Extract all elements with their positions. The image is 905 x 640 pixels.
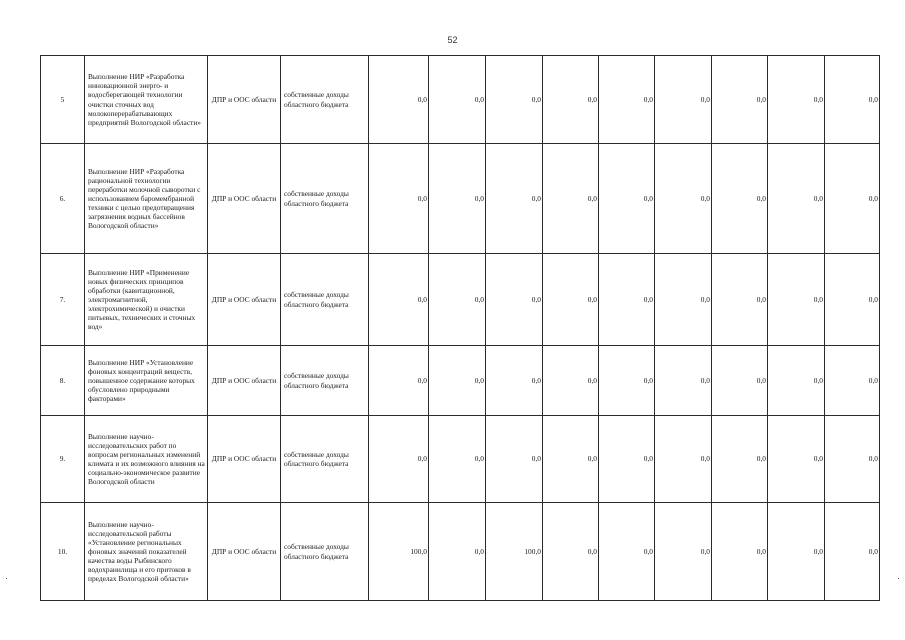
measure-name-cell: Выполнение НИР «Применение новых физических принципов обработки (кавитационной, электромагнитной, электрохимической) и очистки питьевых, технических и сточных вод» — [85, 254, 208, 346]
value-cell: 0,0 — [486, 254, 543, 346]
executor-cell: ДПР и ООС области — [208, 416, 281, 503]
value-cell: 0,0 — [825, 144, 880, 254]
value-cell: 0,0 — [712, 346, 768, 416]
executor-cell: ДПР и ООС области — [208, 144, 281, 254]
value-cell: 0,0 — [599, 56, 655, 144]
value-cell: 0,0 — [369, 346, 429, 416]
value-cell: 0,0 — [768, 416, 825, 503]
measure-name-cell: Выполнение научно-исследовательской работы «Установление региональных фоновых значений показателей качества воды Рыбинского водохранилища и его притоков в пределах Вологодской области» — [85, 503, 208, 601]
measure-name-cell: Выполнение НИР «Разработка рациональной технологии переработки молочной сыворотки с использованием баромембранной техники с целью предотвращения загрязнения водных бассейнов Вологодской области» — [85, 144, 208, 254]
value-cell: 0,0 — [429, 503, 486, 601]
row-number-cell: 7. — [41, 254, 85, 346]
row-number-cell: 6. — [41, 144, 85, 254]
value-cell: 0,0 — [712, 416, 768, 503]
row-number-cell: 5 — [41, 56, 85, 144]
value-cell: 0,0 — [655, 416, 712, 503]
value-cell: 0,0 — [655, 56, 712, 144]
value-cell: 0,0 — [543, 56, 599, 144]
table-row — [41, 144, 880, 254]
value-cell: 0,0 — [768, 144, 825, 254]
row-number-cell: 8. — [41, 346, 85, 416]
budget-table — [40, 55, 880, 601]
value-cell: 0,0 — [768, 503, 825, 601]
value-cell: 0,0 — [768, 254, 825, 346]
value-cell: 0,0 — [543, 346, 599, 416]
table-row — [41, 346, 880, 416]
value-cell: 0,0 — [825, 416, 880, 503]
value-cell: 0,0 — [599, 416, 655, 503]
funding-source-cell: собственные доходы областного бюджета — [281, 416, 369, 503]
executor-cell: ДПР и ООС области — [208, 56, 281, 144]
funding-source-cell: собственные доходы областного бюджета — [281, 56, 369, 144]
value-cell: 0,0 — [712, 254, 768, 346]
value-cell: 0,0 — [655, 254, 712, 346]
table-row — [41, 416, 880, 503]
scan-mark — [6, 578, 7, 579]
value-cell: 0,0 — [369, 144, 429, 254]
table-row — [41, 56, 880, 144]
value-cell: 0,0 — [712, 144, 768, 254]
funding-source-cell: собственные доходы областного бюджета — [281, 503, 369, 601]
value-cell: 0,0 — [429, 416, 486, 503]
measure-name-cell: Выполнение НИР «Установление фоновых концентраций веществ, повышенное содержание которых обусловлено природными факторами» — [85, 346, 208, 416]
value-cell: 0,0 — [655, 346, 712, 416]
value-cell: 0,0 — [543, 416, 599, 503]
value-cell: 0,0 — [825, 56, 880, 144]
value-cell: 0,0 — [429, 56, 486, 144]
funding-source-cell: собственные доходы областного бюджета — [281, 254, 369, 346]
value-cell: 0,0 — [486, 144, 543, 254]
row-number-cell: 9. — [41, 416, 85, 503]
value-cell: 0,0 — [543, 144, 599, 254]
value-cell: 0,0 — [655, 503, 712, 601]
scan-mark — [898, 578, 899, 579]
value-cell: 0,0 — [768, 56, 825, 144]
value-cell: 0,0 — [712, 503, 768, 601]
table-row — [41, 254, 880, 346]
value-cell: 0,0 — [825, 346, 880, 416]
value-cell: 0,0 — [543, 254, 599, 346]
measure-name-cell: Выполнение научно-исследовательских работ по вопросам региональных изменений климата и их возможного влияния на социально-экономическое развитие Вологодской области — [85, 416, 208, 503]
table-row — [41, 503, 880, 601]
funding-source-cell: собственные доходы областного бюджета — [281, 144, 369, 254]
value-cell: 0,0 — [429, 346, 486, 416]
table-body — [41, 56, 880, 601]
row-number-cell: 10. — [41, 503, 85, 601]
value-cell: 0,0 — [429, 254, 486, 346]
value-cell: 0,0 — [825, 254, 880, 346]
value-cell: 0,0 — [599, 144, 655, 254]
page-number: 52 — [447, 35, 458, 45]
value-cell: 0,0 — [825, 503, 880, 601]
value-cell: 0,0 — [599, 254, 655, 346]
value-cell: 0,0 — [369, 416, 429, 503]
value-cell: 100,0 — [369, 503, 429, 601]
executor-cell: ДПР и ООС области — [208, 346, 281, 416]
value-cell: 0,0 — [486, 416, 543, 503]
value-cell: 0,0 — [369, 56, 429, 144]
value-cell: 0,0 — [599, 503, 655, 601]
value-cell: 0,0 — [543, 503, 599, 601]
value-cell: 0,0 — [599, 346, 655, 416]
executor-cell: ДПР и ООС области — [208, 254, 281, 346]
value-cell: 0,0 — [369, 254, 429, 346]
funding-source-cell: собственные доходы областного бюджета — [281, 346, 369, 416]
value-cell: 0,0 — [712, 56, 768, 144]
value-cell: 0,0 — [768, 346, 825, 416]
measure-name-cell: Выполнение НИР «Разработка инновационной энерго- и водосберегающей технологии очистки сточных вод молокоперерабатывающих предприятий Вологодской области» — [85, 56, 208, 144]
value-cell: 100,0 — [486, 503, 543, 601]
value-cell: 0,0 — [486, 56, 543, 144]
value-cell: 0,0 — [486, 346, 543, 416]
value-cell: 0,0 — [655, 144, 712, 254]
value-cell: 0,0 — [429, 144, 486, 254]
executor-cell: ДПР и ООС области — [208, 503, 281, 601]
